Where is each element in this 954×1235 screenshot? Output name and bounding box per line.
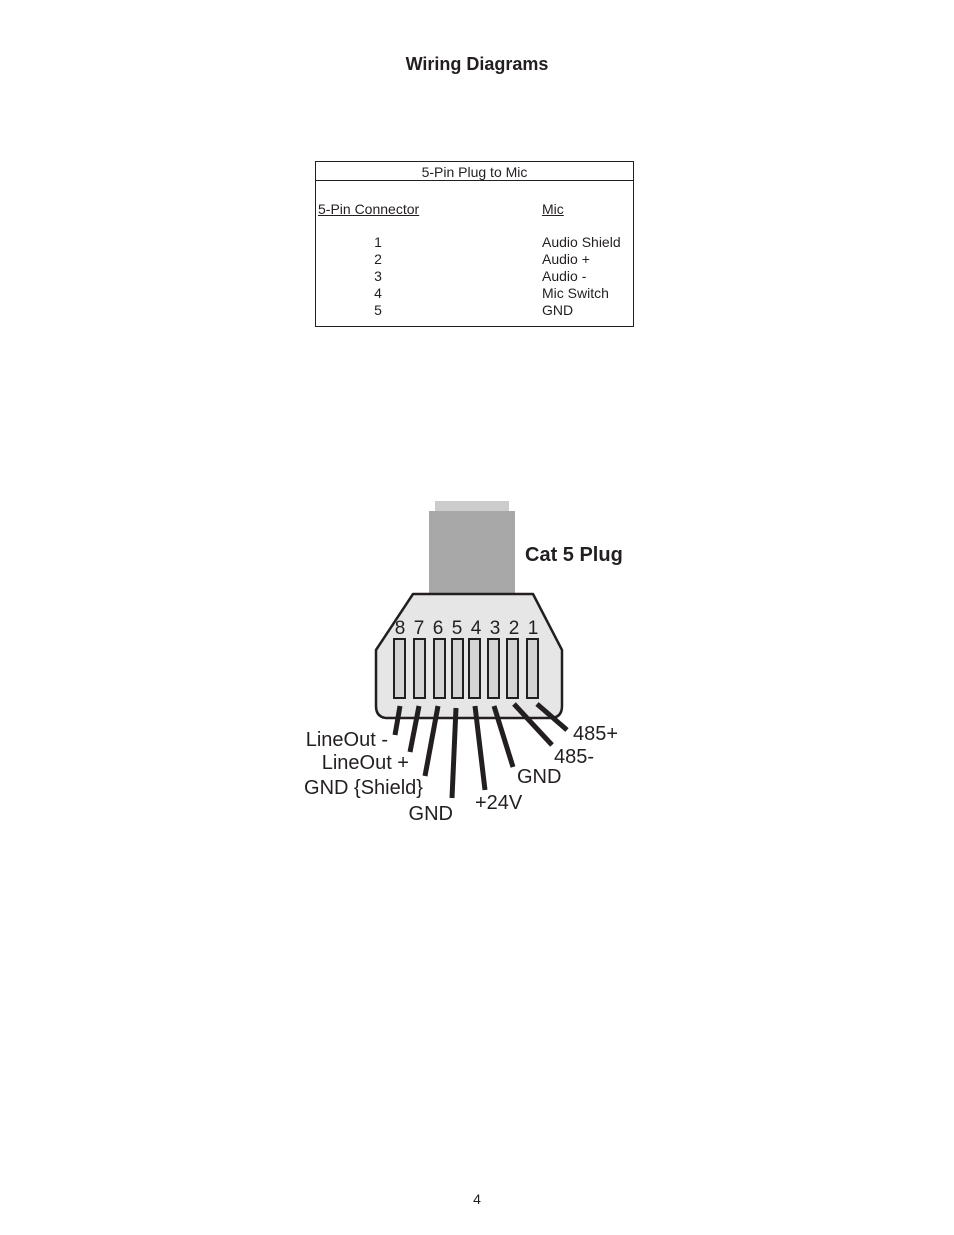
wire-label-pin-2: 485-	[554, 746, 595, 768]
wire-label-pin-4: +24V	[475, 792, 523, 814]
plug-latch	[429, 511, 515, 594]
pin-number: 5	[374, 302, 382, 318]
contact-pin-7	[414, 639, 425, 698]
column-header-mic: Mic	[542, 201, 564, 217]
contact-pin-8	[394, 639, 405, 698]
page-number: 4	[473, 1191, 481, 1207]
contact-pin-4	[469, 639, 480, 698]
wire-label-pin-5: GND	[408, 803, 453, 825]
table-title: 5-Pin Plug to Mic	[421, 164, 528, 180]
pin-function: GND	[542, 302, 574, 318]
page-title: Wiring Diagrams	[405, 54, 549, 74]
pin-function: Audio Shield	[542, 234, 621, 250]
pin-number-label: 8	[394, 618, 406, 639]
pin-number-label: 4	[470, 618, 482, 639]
contact-pin-5	[452, 639, 463, 698]
pin-function: Mic Switch	[542, 285, 609, 301]
wire-pin-5	[452, 708, 456, 798]
wire-label-pin-6: GND {Shield}	[304, 777, 423, 799]
pin-number-label: 2	[508, 618, 520, 639]
pin-number-label: 5	[451, 618, 463, 639]
pin-number-label: 3	[489, 618, 501, 639]
contact-pin-1	[527, 639, 538, 698]
pin-number: 1	[374, 234, 382, 250]
pin-number-label: 1	[527, 618, 539, 639]
wire-label-pin-3: GND	[517, 766, 562, 788]
column-header-connector: 5-Pin Connector	[318, 201, 420, 217]
contact-pin-3	[488, 639, 499, 698]
pin-number: 3	[374, 268, 382, 284]
wire-label-pin-8: LineOut -	[305, 729, 388, 751]
pin-function: Audio -	[542, 268, 587, 284]
pin-number-label: 7	[413, 618, 425, 639]
wire-label-pin-1: 485+	[573, 723, 619, 745]
contact-pin-6	[434, 639, 445, 698]
pin-number: 2	[374, 251, 382, 267]
diagram-title: Cat 5 Plug	[525, 544, 623, 566]
pin-number-label: 6	[432, 618, 444, 639]
contact-pin-2	[507, 639, 518, 698]
pin-number: 4	[374, 285, 382, 301]
pin-function: Audio +	[542, 251, 590, 267]
plug-latch-top	[435, 501, 509, 512]
wire-label-pin-7: LineOut +	[321, 752, 409, 774]
